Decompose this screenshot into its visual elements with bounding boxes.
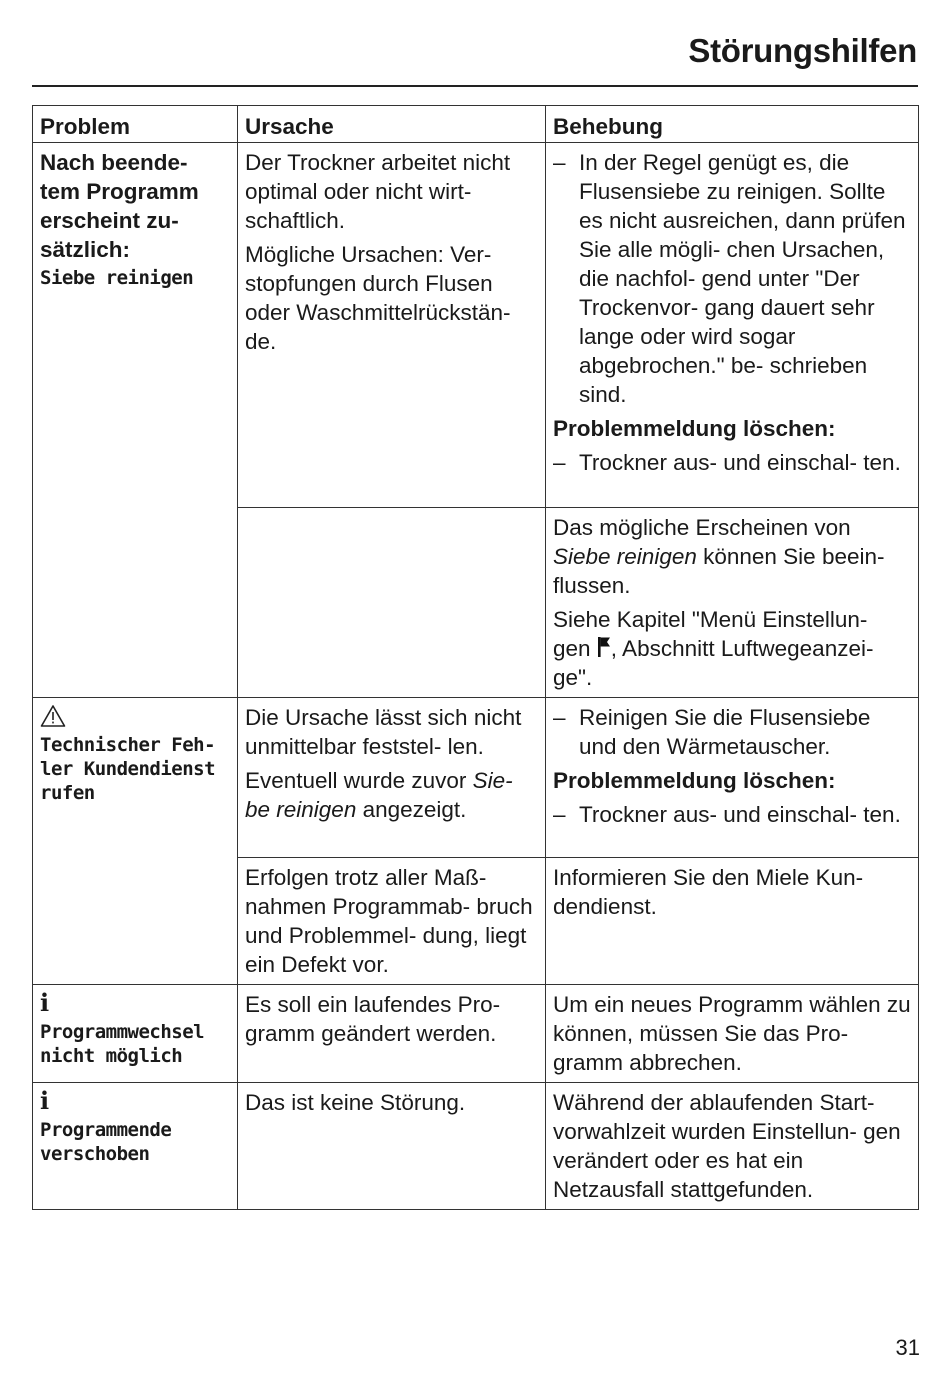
text-span: können Sie beein- flussen.: [553, 544, 885, 598]
table-header-row: [33, 106, 919, 143]
ursache-text: Das ist keine Störung.: [245, 1090, 466, 1115]
table-row: [33, 985, 919, 1083]
ursache-cell: [238, 985, 546, 1083]
behebung-text: [553, 605, 911, 692]
behebung-text: Informieren Sie den Miele Kun- dendienst.: [553, 865, 864, 919]
ursache-text: Mögliche Ursachen: Ver- stopfungen durch Flusen oder Waschmittelrückstän- de.: [245, 242, 511, 354]
section-heading: Problemmeldung löschen:: [553, 416, 836, 441]
text-span: Eventuell wurde zuvor: [245, 768, 473, 793]
table-row: [33, 143, 919, 508]
dash-marker: –: [553, 150, 566, 175]
ursache-text: [245, 766, 538, 824]
ursache-text: Erfolgen trotz aller Maß- nahmen Programmab- bruch und Problemmel- dung, liegt ein Defekt vor.: [245, 865, 533, 977]
behebung-cell: [546, 698, 919, 858]
display-message: Technischer Feh- ler Kundendienst rufen: [40, 734, 216, 804]
ursache-text: Es soll ein laufendes Pro- gramm geändert werden.: [245, 992, 501, 1046]
section-heading: Problemmeldung löschen:: [553, 768, 836, 793]
column-header-problem: Problem: [33, 106, 238, 143]
page-number: 31: [895, 1335, 920, 1360]
display-message: Programmwechsel nicht möglich: [40, 1021, 205, 1067]
ursache-cell: [238, 698, 546, 858]
problem-cell: [33, 143, 238, 698]
behebung-cell: [546, 508, 919, 698]
dash-marker: –: [553, 802, 566, 827]
table-row: [33, 698, 919, 858]
ursache-text: Die Ursache lässt sich nicht unmittelbar feststel- len.: [245, 705, 522, 759]
list-item: [553, 148, 911, 409]
list-item-text: Trockner aus- und einschal- ten.: [579, 450, 901, 475]
display-message-ref: Siebe reinigen: [553, 544, 697, 569]
info-icon: i: [40, 1086, 50, 1115]
list-item-text: In der Regel genügt es, die Flusensiebe zu reinigen. Sollte es nicht ausreichen, dann prüfen Sie alle mögli- chen Ursachen, die nachfol- gend unter "Der Trockenvor- gang dauert sehr lange oder wird sogar abgebrochen." be- schrieben sind.: [579, 150, 906, 407]
problem-cell: [33, 985, 238, 1083]
display-message-ref: Sie- be reinigen: [245, 768, 513, 822]
ursache-text: Der Trockner arbeitet nicht optimal oder nicht wirt- schaftlich.: [245, 150, 511, 233]
list-item: [553, 448, 911, 477]
ursache-cell: [238, 1083, 546, 1210]
behebung-text: [553, 513, 911, 600]
behebung-cell: [546, 858, 919, 985]
list-item: [553, 800, 911, 829]
behebung-cell: [546, 1083, 919, 1210]
list-item-text: Reinigen Sie die Flusensiebe und den Wärmetauscher.: [579, 705, 871, 759]
dash-marker: –: [553, 450, 566, 475]
ursache-cell-empty: [238, 508, 546, 698]
ursache-cell: [238, 143, 546, 508]
warning-triangle-icon: [40, 703, 66, 729]
text-span: Siehe Kapitel "Menü Einstellun- gen: [553, 607, 868, 661]
column-header-behebung: Behebung: [546, 106, 919, 143]
ursache-cell: [238, 858, 546, 985]
behebung-text: Während der ablaufenden Start- vorwahlzeit wurden Einstellun- gen verändert oder es hat ein Netzausfall stattgefunden.: [553, 1090, 901, 1202]
behebung-text: Um ein neues Programm wählen zu können, müssen Sie das Pro- gramm abbrechen.: [553, 992, 911, 1075]
problem-cell: [33, 698, 238, 985]
behebung-cell: [546, 143, 919, 508]
text-span: , Abschnitt Luftwegeanzei- ge".: [553, 636, 874, 690]
column-header-ursache: Ursache: [238, 106, 546, 143]
display-message: Programmende verschoben: [40, 1119, 172, 1165]
header-rule: [32, 85, 918, 87]
troubleshooting-table: [32, 105, 919, 1210]
problem-cell: [33, 1083, 238, 1210]
text-span: angezeigt.: [356, 797, 467, 822]
dash-marker: –: [553, 705, 566, 730]
list-item-text: Trockner aus- und einschal- ten.: [579, 802, 901, 827]
problem-text: Nach beende- tem Programm erscheint zu- sätzlich:: [40, 150, 199, 262]
list-item: [553, 703, 911, 761]
behebung-cell: [546, 985, 919, 1083]
table-row: [33, 1083, 919, 1210]
page-title: Störungshilfen: [688, 32, 917, 69]
text-span: Das mögliche Erscheinen von: [553, 515, 851, 540]
display-message: Siebe reinigen: [40, 267, 194, 289]
flag-icon: [597, 636, 611, 658]
info-icon: i: [40, 988, 50, 1017]
